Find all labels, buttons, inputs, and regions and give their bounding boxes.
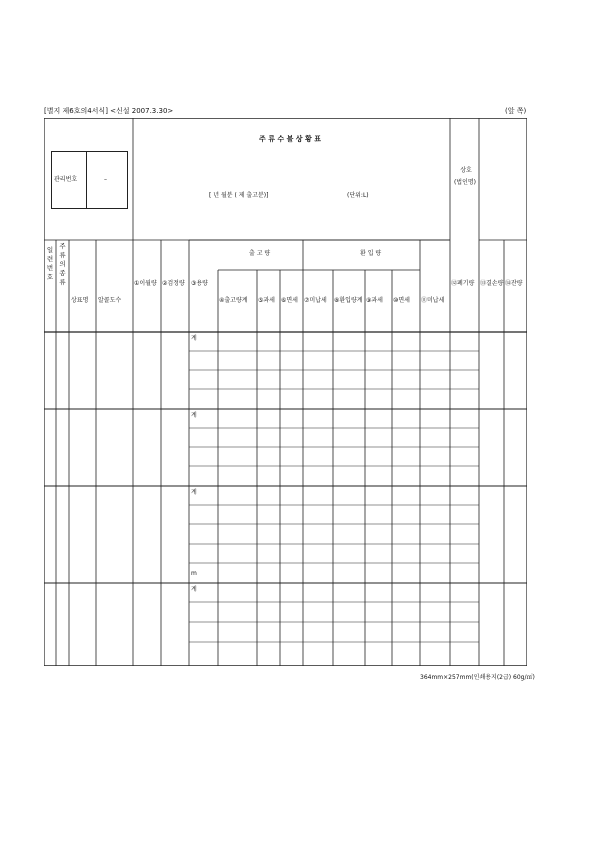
col-liquor-type: 주류의종류 bbox=[59, 242, 66, 286]
form-title: 주 류 수 불 상 황 표 bbox=[259, 135, 321, 143]
group-extra-mark: m bbox=[191, 570, 197, 577]
management-number-box bbox=[51, 151, 128, 209]
col-balance: ⑭잔량 bbox=[505, 280, 523, 287]
trade-name-label: 상호 bbox=[460, 167, 472, 174]
col-return-exempt: ⑩면세 bbox=[393, 297, 410, 304]
page-side-note: (앞 쪽) bbox=[505, 107, 527, 115]
col-shipment-exempt: ⑥면세 bbox=[281, 297, 298, 304]
col-loss: ⑬결손량 bbox=[480, 280, 504, 287]
paper-specification: 364mm×257mm(인쇄용지(2급) 60g/㎡) bbox=[420, 674, 535, 681]
group-total-label: 계 bbox=[191, 586, 197, 593]
col-inspected: ②검정량 bbox=[162, 280, 185, 287]
group-total-label: 계 bbox=[191, 489, 197, 496]
col-return-total: ⑧환입량계 bbox=[334, 297, 363, 304]
col-brand-name: 상표명 bbox=[71, 297, 89, 304]
unit-label: (단위:L) bbox=[347, 192, 369, 199]
col-capacity: ③용량 bbox=[191, 280, 208, 287]
col-return-taxable: ⑨과세 bbox=[366, 297, 383, 304]
form-frame bbox=[44, 118, 527, 666]
group-header-return: 환 입 량 bbox=[360, 250, 382, 257]
management-number-value[interactable]: – bbox=[104, 176, 107, 183]
col-shipment-total: ④출고량계 bbox=[219, 297, 248, 304]
form-reference: [별지 제6호의4서식] <신설 2007.3.30> bbox=[44, 107, 174, 115]
management-number-label: 관리번호 bbox=[54, 176, 78, 183]
col-shipment-taxable: ⑤과세 bbox=[258, 297, 275, 304]
col-serial-number: 일련번호 bbox=[46, 246, 54, 281]
col-alcohol-content: 알콜도수 bbox=[98, 297, 122, 304]
corporation-name-label: (법인명) bbox=[453, 179, 477, 186]
group-total-label: 계 bbox=[191, 335, 197, 342]
group-total-label: 계 bbox=[191, 412, 197, 419]
col-carryover: ①이월량 bbox=[134, 280, 157, 287]
reporting-period[interactable]: [ 년 월분 ( 제 출고분)] bbox=[209, 192, 269, 199]
col-return-unpaid: ⑪미납세 bbox=[421, 297, 445, 304]
group-header-shipment: 출 고 량 bbox=[249, 250, 271, 257]
col-shipment-unpaid: ⑦미납세 bbox=[304, 297, 327, 304]
col-disposal: ⑫폐기량 bbox=[451, 280, 475, 287]
